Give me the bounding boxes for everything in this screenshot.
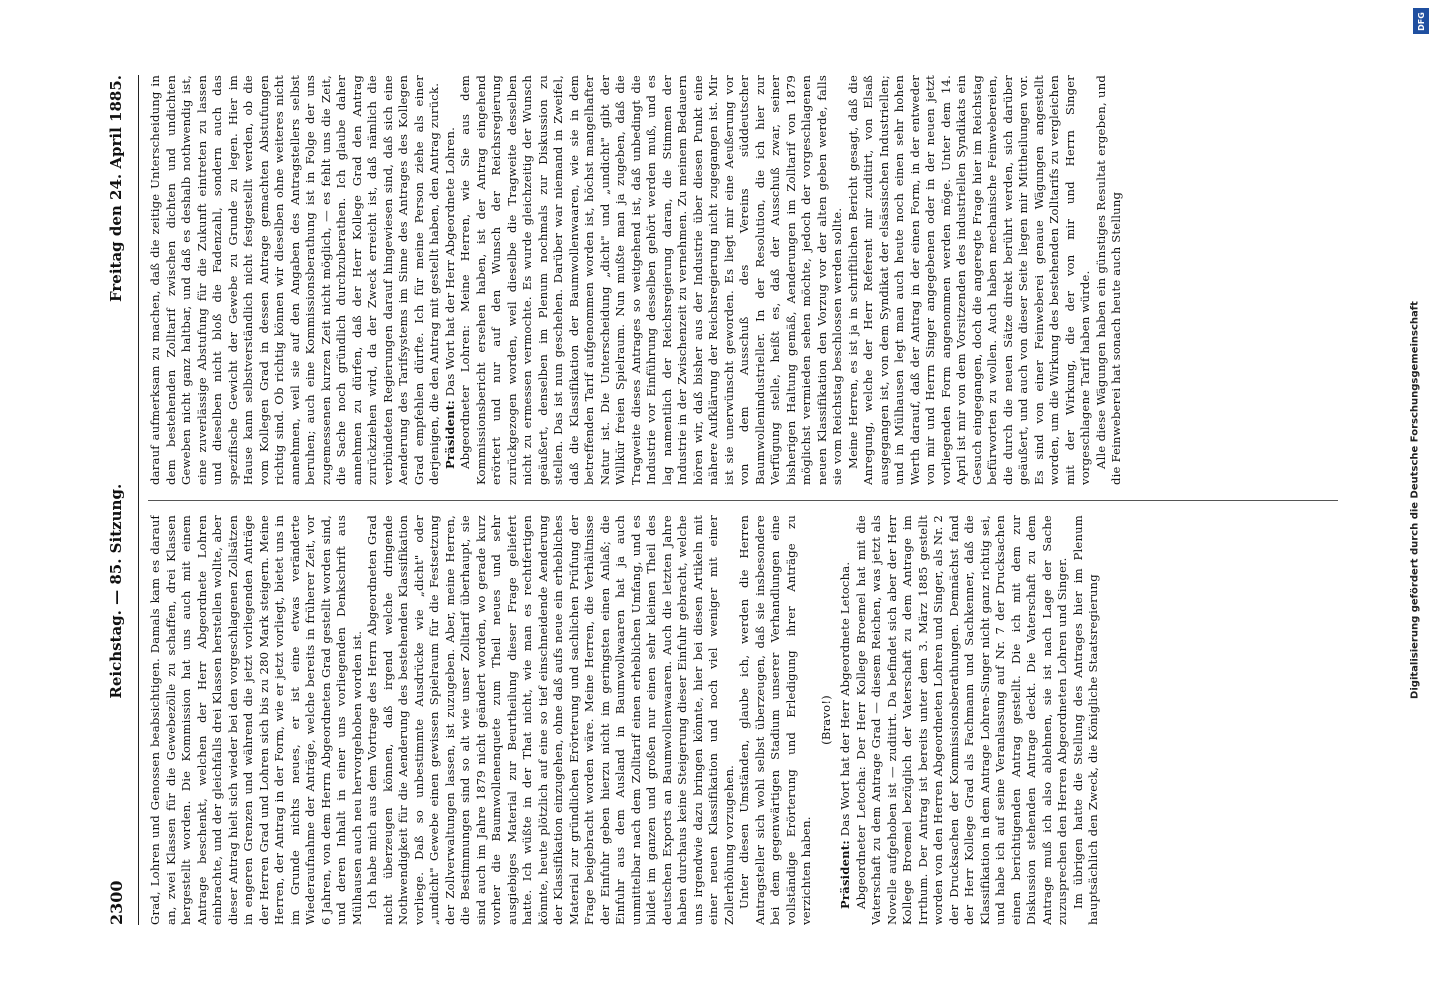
header-rule <box>138 75 139 925</box>
right-column <box>148 75 1338 485</box>
credit-text: Digitalisierung gefördert durch die Deutsche Forschungsgemeinschaft <box>1409 301 1421 699</box>
digitization-credit <box>1400 20 1430 980</box>
page-number: 2300 <box>106 880 126 925</box>
logo-text: DFG <box>1416 11 1426 31</box>
session-date: Freitag den 24. April 1885. <box>107 75 125 302</box>
document-page <box>66 35 1366 965</box>
left-column <box>148 515 1338 925</box>
paragraph: darauf aufmerksam zu machen, daß die zeitige Unterscheidung in dem bestehenden Zolltarif zwischen dichten und undichten Geweben nicht ganz haltbar, und daß es deshalb nothwendig ist, eine zuverlässige Abstufung für die Zukunft eintreten zu lassen und dieselben nicht bloß die Fadenzahl, sondern auch das spezifische Gewicht der Gewebe zu Grunde zu legen. Hier im Hause kann selbstverständlich nicht festgestellt werden, ob die vom Kollegen Grad in dessen Antrage gemachten Abstufungen richtig sind. Ob richtig können wir dieselben ohne weiteres nicht annehmen, weil sie auf den Angaben des Antragstellers selbst beruhen; auch eine Kommissionsberathung ist in Folge der uns zugemessenen kurzen Zeit nicht möglich, — es fehlt uns die Zeit, die Sache noch gründlich durchzuberathen. Ich glaube daher annehmen zu dürfen, daß der Herr Kollege Grad den Antrag zurückziehen wird, da der Zweck erreicht ist, daß nämlich die verbündeten Regierungen darauf hingewiesen sind, daß sich eine Aenderung des Tarifsystems im Sinne des Antrages des Kollegen Grad empfehlen dürfte. Ich für meine Person ziehe als einer derjenigen, die den Antrag mit gestellt haben, den Antrag zurück. <box>148 75 441 485</box>
column-divider <box>148 500 1338 501</box>
paragraph: Im übrigen hatte die Stellung des Antrages hier im Plenum hauptsächlich den Zweck, die Königliche Staatsregierung <box>1070 515 1100 925</box>
centered-note: (Bravo!) <box>818 695 833 745</box>
speaker-label: Präsident: <box>838 840 852 909</box>
paragraph: Grad, Lohren und Genossen beabsichtigen. Damals kam es darauf an, zwei Klassen für die Gewebezölle zu schaffen, drei Klassen hergestellt worden. Die Kommission hat uns auch mit einem Antrage beschenkt, welchen der Herr Abgeordnete Lohren einbrachte, und der gleichfalls drei Klassen herstellen wollte, aber dieser Antrag hielt sich wieder bei den vorgeschlagenen Zollsätzen in engeren Grenzen und während die jetzt vorliegenden Anträge der Herren Grad und Lohren sich bis zu 280 Mark steigern. Meine Herren, der Antrag in der Form, wie er jetzt vorliegt, bietet uns in im Grunde nichts neues, er ist eine etwas veränderte Wiederaufnahme der Anträge, welche bereits in früherer Zeit, vor 6 Jahren, von dem Herrn Abgeordneten Grad gestellt worden sind, und deren Inhalt in einer uns vorliegenden Denkschrift aus Mülhausen auch neu hervorgehoben worden ist. <box>148 515 364 925</box>
paragraph: Abgeordneter Lohren: Meine Herren, wie Sie aus dem Kommissionsbericht ersehen haben, ist der Antrag eingehend erörtert und nur auf den Wunsch der Reichsregierung zurückgezogen worden, weil dieselbe die Tragweite desselben nicht zu ermessen vermochte. Es wurde gleichzeitig der Wunsch geäußert, denselben im Plenum nochmals zur Diskussion zu stellen. Das ist nun geschehen. Darüber war niemand in Zweifel, daß die Klassifikation der Baumwollenwaaren, wie sie in dem betreffenden Tarif aufgenommen worden ist, höchst mangelhafter Natur ist. Die Unterscheidung „dicht" und „undicht" gibt der Willkür freien Spielraum. Nun mußte man ja zugeben, daß die Tragweite dieses Antrages so weitgehend ist, daß unbedingt die Industrie vor Einführung desselben gehört werden muß, und es lag namentlich der Reichsregierung daran, die Stimmen der Industrie in der Zwischenzeit zu vernehmen. Zu meinem Bedauern hören wir, daß bisher aus der Industrie über diesen Punkt eine nähere Aufklärung der Reichsregierung nicht zugegangen ist. Mir ist sie unerwünscht geworden. Es liegt mir eine Aeußerung vor von dem Ausschuß des Vereins süddeutscher Baumwollenindustrieller. In der Resolution, die ich hier zur Verfügung stelle, heißt es, daß der Ausschuß zwar, seiner bisherigen Haltung gemäß, Aenderungen im Zolltarif von 1879 möglichst vermieden sehen möchte, jedoch der vorgeschlagenen neuen Klassifikation den Vorzug vor der alten geben werde, falls sie vom Reichstag beschlossen werden sollte. <box>458 75 844 485</box>
paragraph: Unter diesen Umständen, glaube ich, werden die Herren Antragsteller sich wohl selbst überzeugen, daß sie insbesondere bei dem gegenwärtigen Stadium unserer Verhandlungen eine vollständige Erörterung und Erledigung ihrer Anträge zu verzichten haben. <box>737 515 813 925</box>
paragraph: Meine Herren, es ist ja in schriftlichen Bericht gesagt, daß die Anregung, welche der Herr Referent mir zuditirt, von Elsaß ausgegangen ist, von dem Syndikat der elsässischen Industriellen; und in Mülhausen legt man auch heute noch einen sehr hohen Werth darauf, daß der Antrag in der einen Form, in der entweder von mir und Herrn Singer angegebenen oder in der neuen jetzt vorliegenden Form angenommen werden möge. Unter dem 14. April ist mir von dem Vorsitzenden des industriellen Syndikats ein Gesuch eingegangen, doch die angeregte Frage hier im Reichstag befürworten zu wollen. Auch haben mechanische Feinwebereien, die durch die neuen Sätze direkt berührt werden, sich darüber geäußert, und auch von dieser Seite liegen mir Mittheilungen vor. Es sind von einer Feinweberei genaue Wägungen angestellt worden, um die Wirkung des bestehenden Zolltarifs zu vergleichen mit der Wirkung, die der von mir und Herrn Singer vorgeschlagene Tarif haben würde. <box>845 75 1092 485</box>
paragraph: Abgeordneter Letocha: Der Herr Kollege Broemel hat mit die Vaterschaft zu dem Antrage Grad — diesem Reichen, was jetzt als Novelle aufgehoben ist — zuditirt. Da befindet sich aber der Herr Kollege Broemel bezüglich der Vaterschaft zu dem Antrage im Irrthum. Der Antrag ist bereits unter dem 3. März 1885 gestellt worden von den Herren Abgeordneten Lohren und Singer, als Nr. 2 der Drucksachen der Kommissionsberathungen. Demnächst fand der Herr Kollege Grad als Fachmann und Sachkenner, daß die Klassifikation in dem Antrage Lohren-Singer nicht ganz richtig sei, und habe ich auf seine Veranlassung auf Nr. 7 der Drucksachen einen berichtigenden Antrag gestellt. Die ich mit dem zur Diskussion stehenden Antrage deckt. Die Vaterschaft zu dem Antrage muß ich also ablehnen, sie ist nach Lage der Sache zuzusprechen den Herren Abgeordneten Lohren und Singer. <box>853 515 1069 925</box>
session-title: Reichstag. — 85. Sitzung. <box>107 483 125 699</box>
paragraph: Alle diese Wägungen haben ein günstiges Resultat ergeben, und die Feinweberei hat sonach heute auch Stellung <box>1093 75 1123 485</box>
page-header <box>96 75 136 925</box>
speaker-label: Präsident: <box>442 400 457 469</box>
dfg-logo <box>1413 8 1429 34</box>
paragraph <box>838 515 854 925</box>
paragraph: Ich habe mich aus dem Vortrage des Herrn Abgeordneten Grad nicht überzeugen können, daß irgend welche dringende Nothwendigkeit für die Aenderung des bestehenden Klassifikation vorliege. Daß so unbestimmte Ausdrücke wie „dicht" oder „undicht" Gewebe einen gewissen Spielraum für die Festsetzung der Zollverwaltungen lassen, ist zuzugeben. Aber, meine Herren, die Bestimmungen sind so alt wie unser Zolltarif überhaupt, sie sind auch im Jahre 1879 nicht geändert worden, wo gerade kurz vorher die Baumwollenenquete zum Theil neues und sehr ausgiebiges Material zur Beurtheilung dieser Frage geliefert hatte. Ich wüßte in der That nicht, wie man es rechtfertigen könnte, heute plötzlich auf eine so tief einschneidende Aenderung der Klassifikation einzugehen, ohne daß aufs neue ein erhebliches Material zur gründlichen Erörterung und sachlichen Prüfung der Frage beigebracht worden wäre. Meine Herren, die Verhältnisse der Einfuhr geben hierzu nicht im geringsten einen Anlaß; die Einfuhr aus dem Ausland in Baumwollwaaren hat ja auch unmittelbar nach dem Zolltarif einen erheblichen Umfang, und es bildet im ganzen und großen nur einen sehr kleinen Theil des deutschen Exports an Baumwollenwaaren. Auch die letzten Jahre haben durchaus keine Steigerung dieser Einfuhr gebracht, welche uns irgendwie dazu bringen könnte, hier bei diesen Artikeln mit einer neuen Klassifikation und noch viel weniger mit einer Zollerhöhung vorzugehen. <box>365 515 736 925</box>
paragraph <box>443 75 459 485</box>
paragraph-text: Das Wort hat der Herr Abgeordnete Lohren. <box>442 127 457 397</box>
paragraph-text: Das Wort hat der Herr Abgeordnete Letocha. <box>838 561 852 837</box>
